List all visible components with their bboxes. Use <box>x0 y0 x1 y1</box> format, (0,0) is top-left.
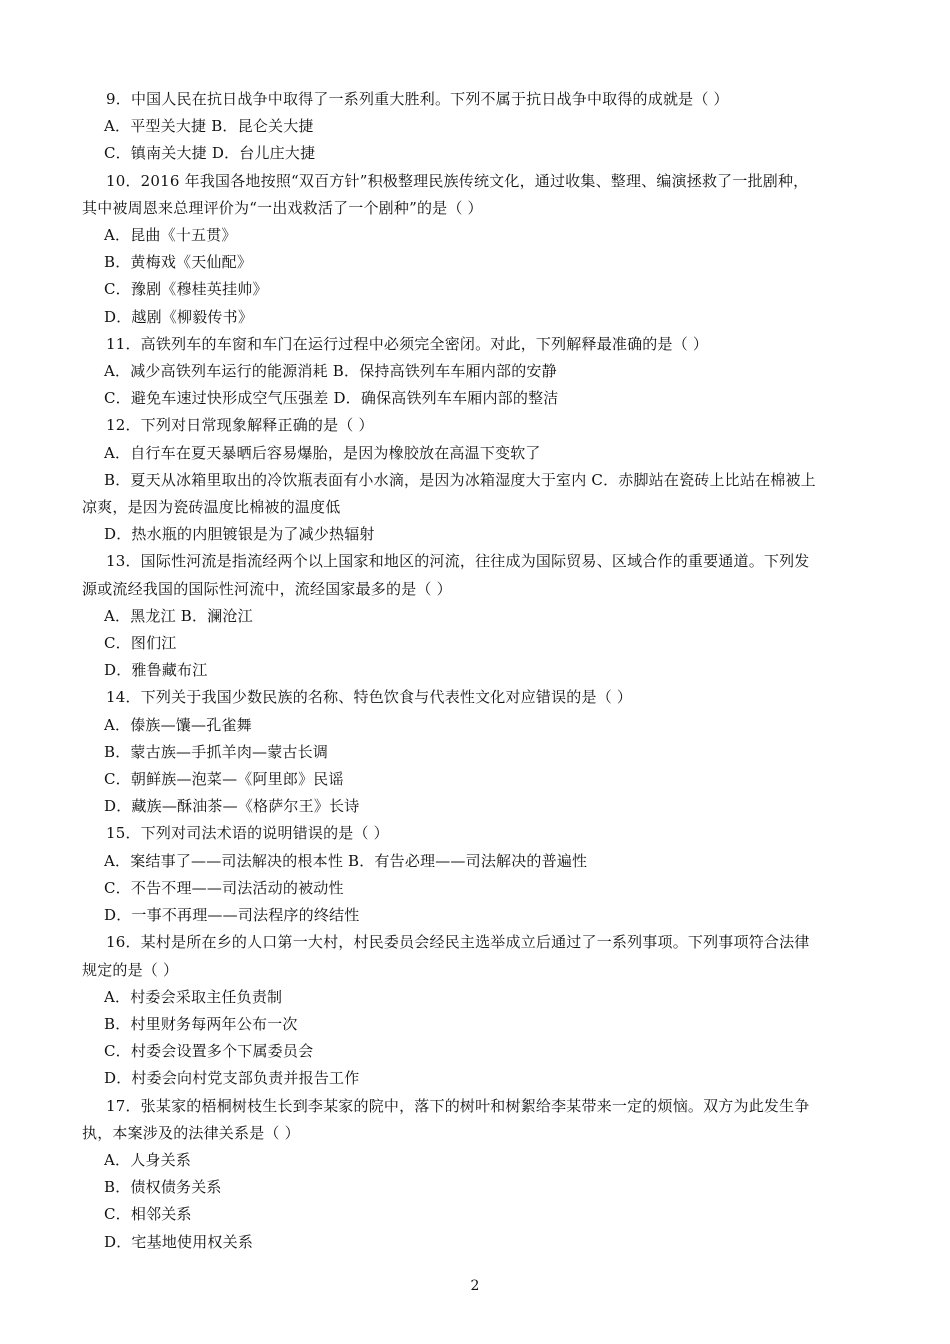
question-16-option-d: D．村委会向村党支部负责并报告工作 <box>104 1069 360 1088</box>
question-16-option-b: B．村里财务每两年公布一次 <box>104 1014 298 1033</box>
question-11-stem: 11．高铁列车的车窗和车门在运行过程中必须完全密闭。对此，下列解释最准确的是（ ） <box>106 334 709 353</box>
question-14-option-c: C．朝鲜族—泡菜—《阿里郎》民谣 <box>104 770 344 789</box>
question-17-option-b: B．债权债务关系 <box>104 1178 222 1197</box>
question-12-option-a: A．自行车在夏天暴晒后容易爆胎，是因为橡胶放在高温下变软了 <box>104 443 541 462</box>
page-number: 2 <box>470 1278 480 1294</box>
question-16-option-c: C．村委会设置多个下属委员会 <box>104 1042 314 1061</box>
question-13-option-d: D．雅鲁藏布江 <box>104 661 208 680</box>
question-12-option-c-continued: 凉爽，是因为瓷砖温度比棉被的温度低 <box>82 498 341 517</box>
question-16-option-a: A．村委会采取主任负责制 <box>104 987 283 1006</box>
question-13-option-c: C．图们江 <box>104 634 177 653</box>
question-12-stem: 12．下列对日常现象解释正确的是（ ） <box>106 416 374 435</box>
question-list <box>82 86 890 1256</box>
question-13-option-line: A．黑龙江 B．澜沧江 <box>104 606 253 625</box>
question-15-option-d: D．一事不再理——司法程序的终结性 <box>104 906 360 925</box>
question-17-stem-continued: 执，本案涉及的法律关系是（ ） <box>82 1123 300 1142</box>
question-10-option-d: D．越剧《柳毅传书》 <box>104 307 254 326</box>
question-15-option-c: C．不告不理——司法活动的被动性 <box>104 878 344 897</box>
question-15-stem: 15．下列对司法术语的说明错误的是（ ） <box>106 824 389 843</box>
question-17-option-c: C．相邻关系 <box>104 1205 192 1224</box>
question-12-option-b-c: B．夏天从冰箱里取出的冷饮瓶表面有小水滴，是因为冰箱湿度大于室内 C．赤脚站在瓷砖上比站在棉被上 <box>104 470 816 489</box>
question-10-stem-continued: 其中被周恩来总理评价为“一出戏救活了一个剧种”的是（ ） <box>82 198 483 217</box>
question-14-option-d: D．藏族—酥油茶—《格萨尔王》长诗 <box>104 797 360 816</box>
question-13-stem-continued: 源或流经我国的国际性河流中，流经国家最多的是（ ） <box>82 579 452 598</box>
question-10-option-b: B．黄梅戏《天仙配》 <box>104 253 253 272</box>
question-11-option-line: A．减少高铁列车运行的能源消耗 B．保持高铁列车车厢内部的安静 <box>104 362 557 381</box>
question-16-stem: 16．某村是所在乡的人口第一大村，村民委员会经民主选举成立后通过了一系列事项。下列事项符合法律 <box>106 933 810 952</box>
question-14-option-a: A．傣族—馕—孔雀舞 <box>104 715 252 734</box>
question-10-option-c: C．豫剧《穆桂英挂帅》 <box>104 280 268 299</box>
question-12-option-d: D．热水瓶的内胆镀银是为了减少热辐射 <box>104 525 375 544</box>
question-16-stem-continued: 规定的是（ ） <box>82 960 179 979</box>
question-14-stem: 14．下列关于我国少数民族的名称、特色饮食与代表性文化对应错误的是（ ） <box>106 688 633 707</box>
question-17-option-d: D．宅基地使用权关系 <box>104 1232 254 1251</box>
question-9-option-line: A．平型关大捷 B．昆仑关大捷 <box>104 117 314 136</box>
question-11-option-line: C．避免车速过快形成空气压强差 D．确保高铁列车车厢内部的整洁 <box>104 389 559 408</box>
question-9-option-line: C．镇南关大捷 D．台儿庄大捷 <box>104 144 316 163</box>
question-15-option-line: A．案结事了——司法解决的根本性 B．有告必理——司法解决的普遍性 <box>104 851 588 870</box>
question-17-stem: 17．张某家的梧桐树枝生长到李某家的院中，落下的树叶和树絮给李某带来一定的烦恼。双方为此发生争 <box>106 1096 810 1115</box>
question-13-stem: 13．国际性河流是指流经两个以上国家和地区的河流，往往成为国际贸易、区域合作的重要通道。下列发 <box>106 552 810 571</box>
question-10-option-a: A．昆曲《十五贯》 <box>104 226 237 245</box>
question-10-stem: 10．2016 年我国各地按照“双百方针”积极整理民族传统文化，通过收集、整理、编演拯救了一批剧种， <box>106 171 809 190</box>
question-14-option-b: B．蒙古族—手抓羊肉—蒙古长调 <box>104 742 329 761</box>
question-17-option-a: A．人身关系 <box>104 1150 192 1169</box>
question-9-stem: 9．中国人民在抗日战争中取得了一系列重大胜利。下列不属于抗日战争中取得的成就是（ ） <box>106 90 729 108</box>
